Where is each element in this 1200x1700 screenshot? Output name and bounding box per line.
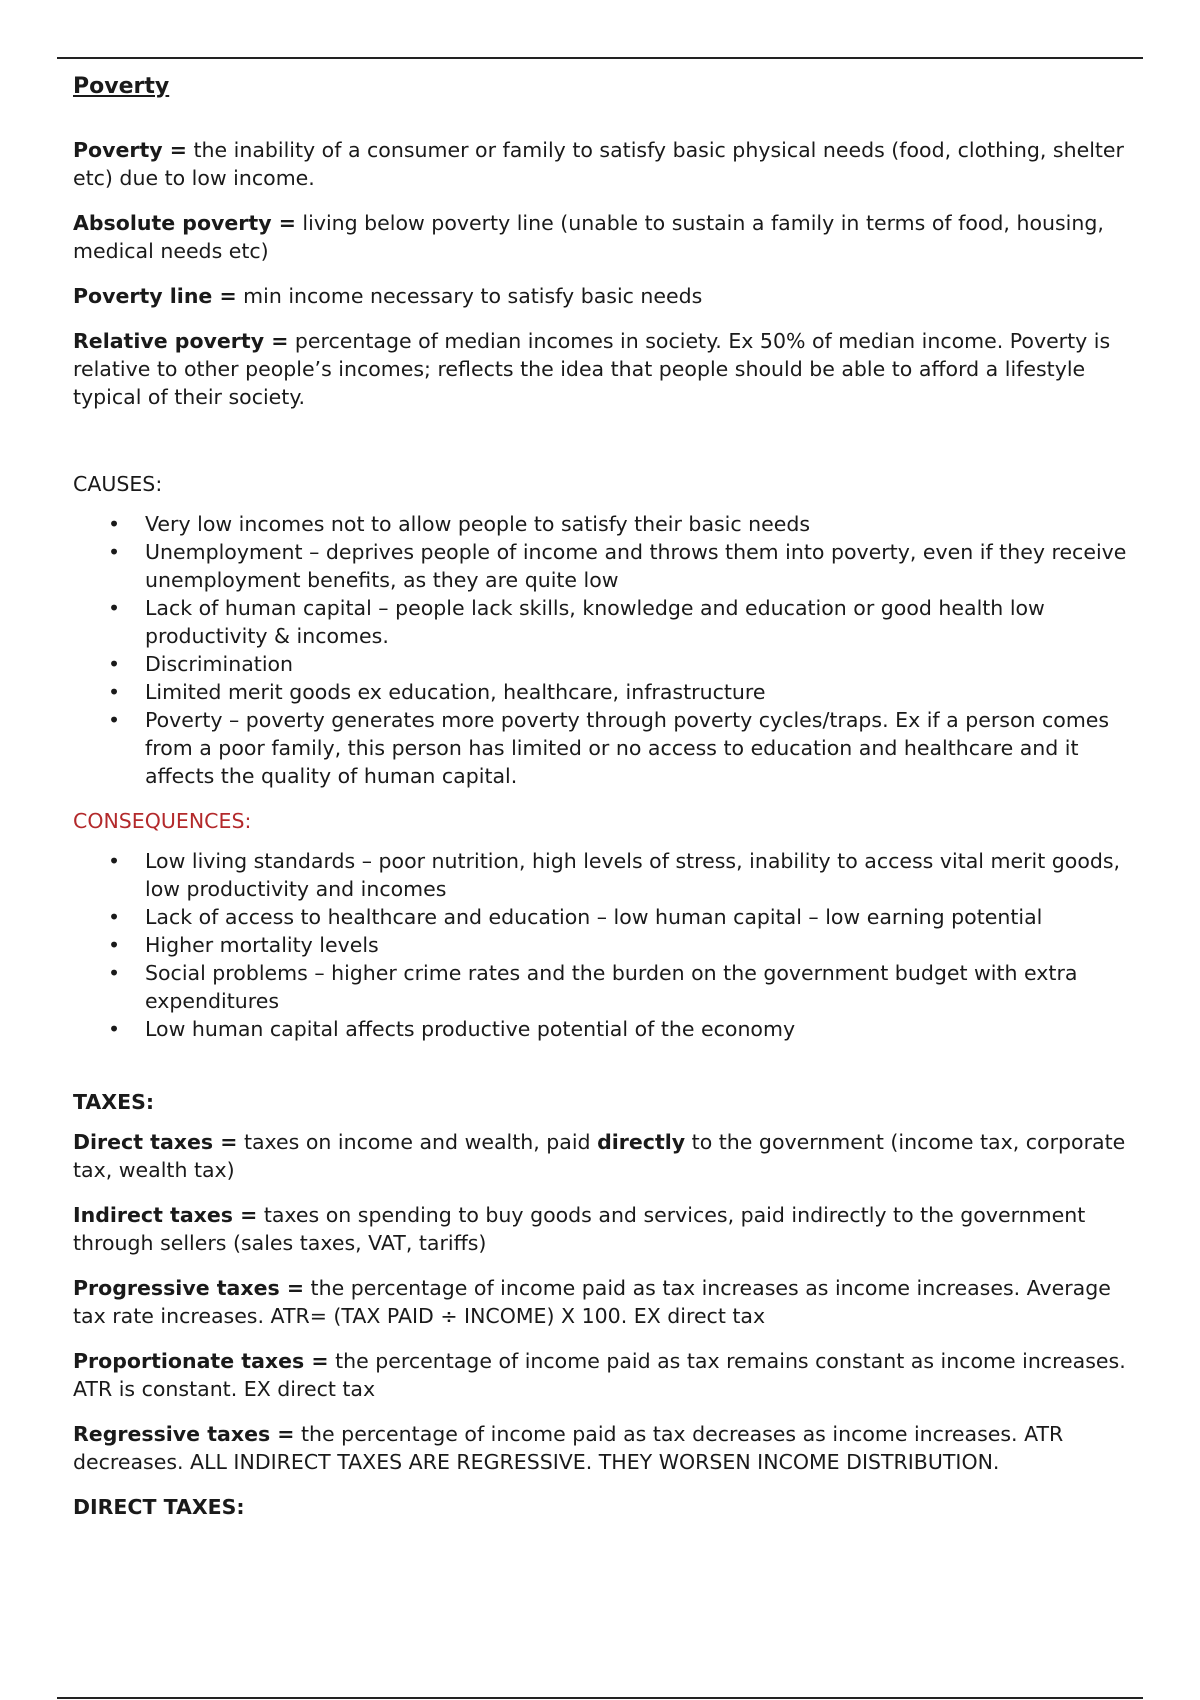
definition-term: Indirect taxes = [73,1203,258,1227]
list-item-text: Social problems – higher crime rates and the burden on the government budget with extra expenditures [145,961,1078,1013]
bullet-icon: • [108,905,121,929]
list-item [73,847,1133,903]
definition-text: to the government (income tax, corporate tax, wealth tax) [73,1130,1126,1182]
bullet-icon: • [108,961,121,985]
list-item [73,706,1133,790]
list-item [73,931,1133,959]
bullet-icon: • [108,596,121,620]
definition-poverty-line [73,282,1133,310]
direct-taxes-heading: DIRECT TAXES: [73,1495,245,1519]
definition-text: living below poverty line (unable to sustain a family in terms of food, housing, medical needs etc) [73,211,1104,263]
list-item [73,678,1133,706]
list-item-text: Discrimination [145,652,294,676]
definition-term: Proportionate taxes = [73,1349,329,1373]
list-item-text: Unemployment – deprives people of income and throws them into poverty, even if they receive unemployment benefits, as they are quite low [145,540,1127,592]
bullet-icon: • [108,1017,121,1041]
spacer [73,1060,1133,1088]
spacer [73,428,1133,470]
list-item-text: Low living standards – poor nutrition, high levels of stress, inability to access vital merit goods, low productivity and incomes [145,849,1121,901]
definition-direct-taxes [73,1128,1133,1184]
list-item [73,959,1133,1015]
definition-relative-poverty [73,327,1133,411]
list-item-text: Limited merit goods ex education, healthcare, infrastructure [145,680,766,704]
consequences-list [73,847,1133,1043]
list-item-text: Higher mortality levels [145,933,379,957]
definition-text: the percentage of income paid as tax decreases as income increases. ATR decreases. ALL INDIRECT TAXES ARE REGRESSIVE. THEY WORSEN INCOME DISTRIBUTION. [73,1422,1064,1474]
bullet-icon: • [108,652,121,676]
definition-term: Direct taxes = [73,1130,238,1154]
list-item [73,594,1133,650]
causes-list [73,510,1133,790]
definition-proportionate-taxes [73,1347,1133,1403]
causes-heading: CAUSES: [73,472,163,496]
definition-text: percentage of median incomes in society. Ex 50% of median income. Poverty is relative to other people’s incomes; reflects the idea that people should be able to afford a lifestyle typical of their society. [73,329,1111,409]
list-item [73,538,1133,594]
definition-term: Poverty line = [73,284,237,308]
bullet-icon: • [108,849,121,873]
document-page [73,72,1133,1533]
definition-poverty [73,136,1133,192]
bullet-icon: • [108,680,121,704]
definition-text: the percentage of income paid as tax increases as income increases. Average tax rate increases. ATR= (TAX PAID ÷ INCOME) X 100. EX direct tax [73,1276,1111,1328]
list-item-text: Very low incomes not to allow people to satisfy their basic needs [145,512,811,536]
definition-text: the percentage of income paid as tax remains constant as income increases. ATR is constant. EX direct tax [73,1349,1126,1401]
definition-progressive-taxes [73,1274,1133,1330]
definition-term: Relative poverty = [73,329,289,353]
definition-term: Regressive taxes = [73,1422,295,1446]
definition-emphasis: directly [597,1130,686,1154]
definition-text: taxes on income and wealth, paid [237,1130,598,1154]
consequences-heading: CONSEQUENCES: [73,809,252,833]
list-item-text: Poverty – poverty generates more poverty through poverty cycles/traps. Ex if a person comes from a poor family, this person has limited or no access to education and healthcare and it affects the quality of human capital. [145,708,1110,788]
definition-regressive-taxes [73,1420,1133,1476]
list-item-text: Low human capital affects productive potential of the economy [145,1017,796,1041]
list-item-text: Lack of human capital – people lack skills, knowledge and education or good health low productivity & incomes. [145,596,1045,648]
definition-absolute-poverty [73,209,1133,265]
list-item [73,1015,1133,1043]
definition-term: Progressive taxes = [73,1276,305,1300]
definition-indirect-taxes [73,1201,1133,1257]
taxes-heading: TAXES: [73,1090,155,1114]
top-rule [57,57,1143,59]
definition-text: the inability of a consumer or family to satisfy basic physical needs (food, clothing, shelter etc) due to low income. [73,138,1124,190]
list-item-text: Lack of access to healthcare and education – low human capital – low earning potential [145,905,1043,929]
bullet-icon: • [108,708,121,732]
definition-text: min income necessary to satisfy basic needs [236,284,703,308]
list-item [73,510,1133,538]
page-title: Poverty [73,74,170,99]
definition-term: Poverty = [73,138,187,162]
bullet-icon: • [108,512,121,536]
bullet-icon: • [108,933,121,957]
definition-term: Absolute poverty = [73,211,296,235]
bottom-rule [57,1697,1143,1699]
bullet-icon: • [108,540,121,564]
list-item [73,903,1133,931]
list-item [73,650,1133,678]
definition-text: taxes on spending to buy goods and services, paid indirectly to the government through sellers (sales taxes, VAT, tariffs) [73,1203,1086,1255]
